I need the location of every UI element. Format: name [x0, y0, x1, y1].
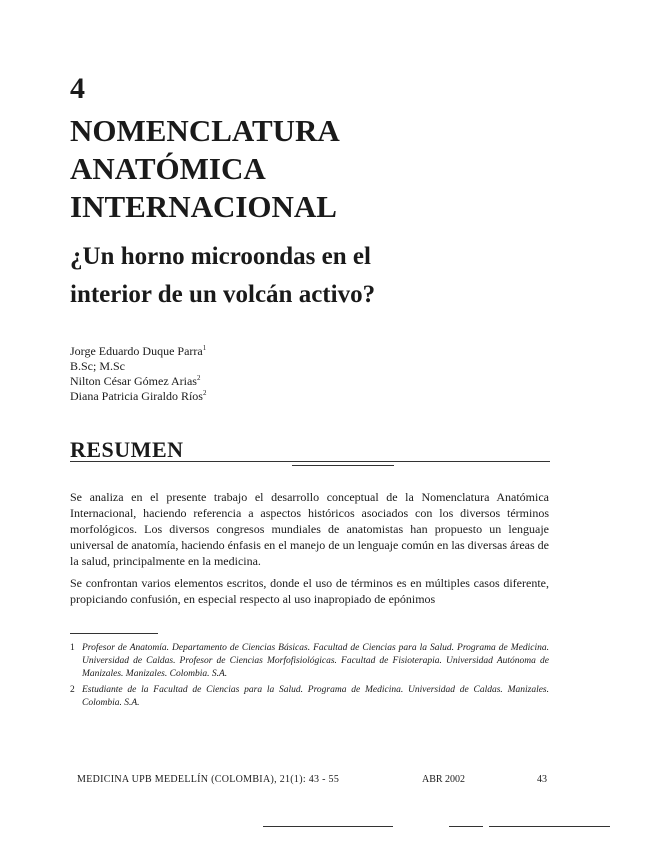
author-name: Diana Patricia Giraldo Ríos [70, 389, 203, 403]
author-line [70, 344, 206, 359]
author-footnote-mark: 2 [202, 389, 207, 397]
author-degree: B.Sc; M.Sc [70, 359, 126, 373]
chapter-title-line: NOMENCLATURA [70, 113, 340, 148]
footnote-number: 2 [70, 685, 75, 695]
footnote-number: 1 [70, 643, 75, 653]
footnotes [70, 642, 549, 713]
author-line [70, 374, 206, 389]
author-line [70, 389, 206, 404]
chapter-subtitle [70, 238, 590, 314]
abstract-paragraph: Se confrontan varios elementos escritos, donde el uso de términos es en múltiples casos diferente, propiciando confusión, en especial respecto al uso inapropiado de epónimos [70, 576, 549, 606]
abstract-body [70, 489, 549, 613]
subtitle-line: interior de un volcán activo? [70, 281, 376, 308]
chapter-title-line: ANATÓMICA [70, 151, 266, 186]
footnote-text: Profesor de Anatomía. Departamento de Ciencias Básicas. Facultad de Ciencias para la Salud. Programa de Medicina. Universidad de Caldas. Profesor de Ciencias Morfofisiológicas. Facultad de Fisioterapia. Universidad Autónoma de Manizales. Manizales. Colombia. S.A. [82, 643, 549, 679]
section-divider-accent [292, 465, 394, 466]
bottom-rule [449, 826, 483, 827]
bottom-rule [263, 826, 393, 827]
subtitle-line: ¿Un horno microondas en el [70, 243, 371, 270]
author-name: Nilton César Gómez Arias [70, 374, 197, 388]
abstract-paragraph: Se analiza en el presente trabajo el desarrollo conceptual de la Nomenclatura Anatómica Internacional, haciendo referencia a aspectos históricos asociados con los diversos términos morfológicos. Los diversos congresos mundiales de anatomistas han propuesto un lenguaje universal de anatomía, haciendo énfasis en el manejo de un lenguaje común en las diversas áreas de la salud, principalmente en la medicina. [70, 490, 549, 568]
author-line [70, 359, 206, 374]
footnote-text: Estudiante de la Facultad de Ciencias para la Salud. Programa de Medicina. Universidad de Caldas. Manizales. Colombia. S.A. [82, 685, 549, 708]
section-heading-resumen: RESUMEN [70, 437, 184, 462]
section-divider [70, 461, 550, 462]
journal-citation: MEDICINA UPB MEDELLÍN (COLOMBIA), 21(1): 43 - 55 [77, 774, 340, 785]
author-footnote-mark: 2 [196, 374, 201, 382]
bottom-rule [489, 826, 610, 827]
footnote-divider [70, 633, 158, 634]
issue-date: ABR 2002 [422, 774, 466, 785]
author-name: Jorge Eduardo Duque Parra [70, 344, 203, 358]
footnote [70, 642, 549, 681]
chapter-title-line: INTERNACIONAL [70, 189, 337, 224]
page-number: 43 [537, 774, 547, 785]
author-footnote-mark: 1 [202, 344, 207, 352]
author-list [70, 344, 206, 404]
footnote [70, 684, 549, 710]
chapter-title [70, 112, 590, 226]
chapter-number: 4 [70, 72, 85, 105]
